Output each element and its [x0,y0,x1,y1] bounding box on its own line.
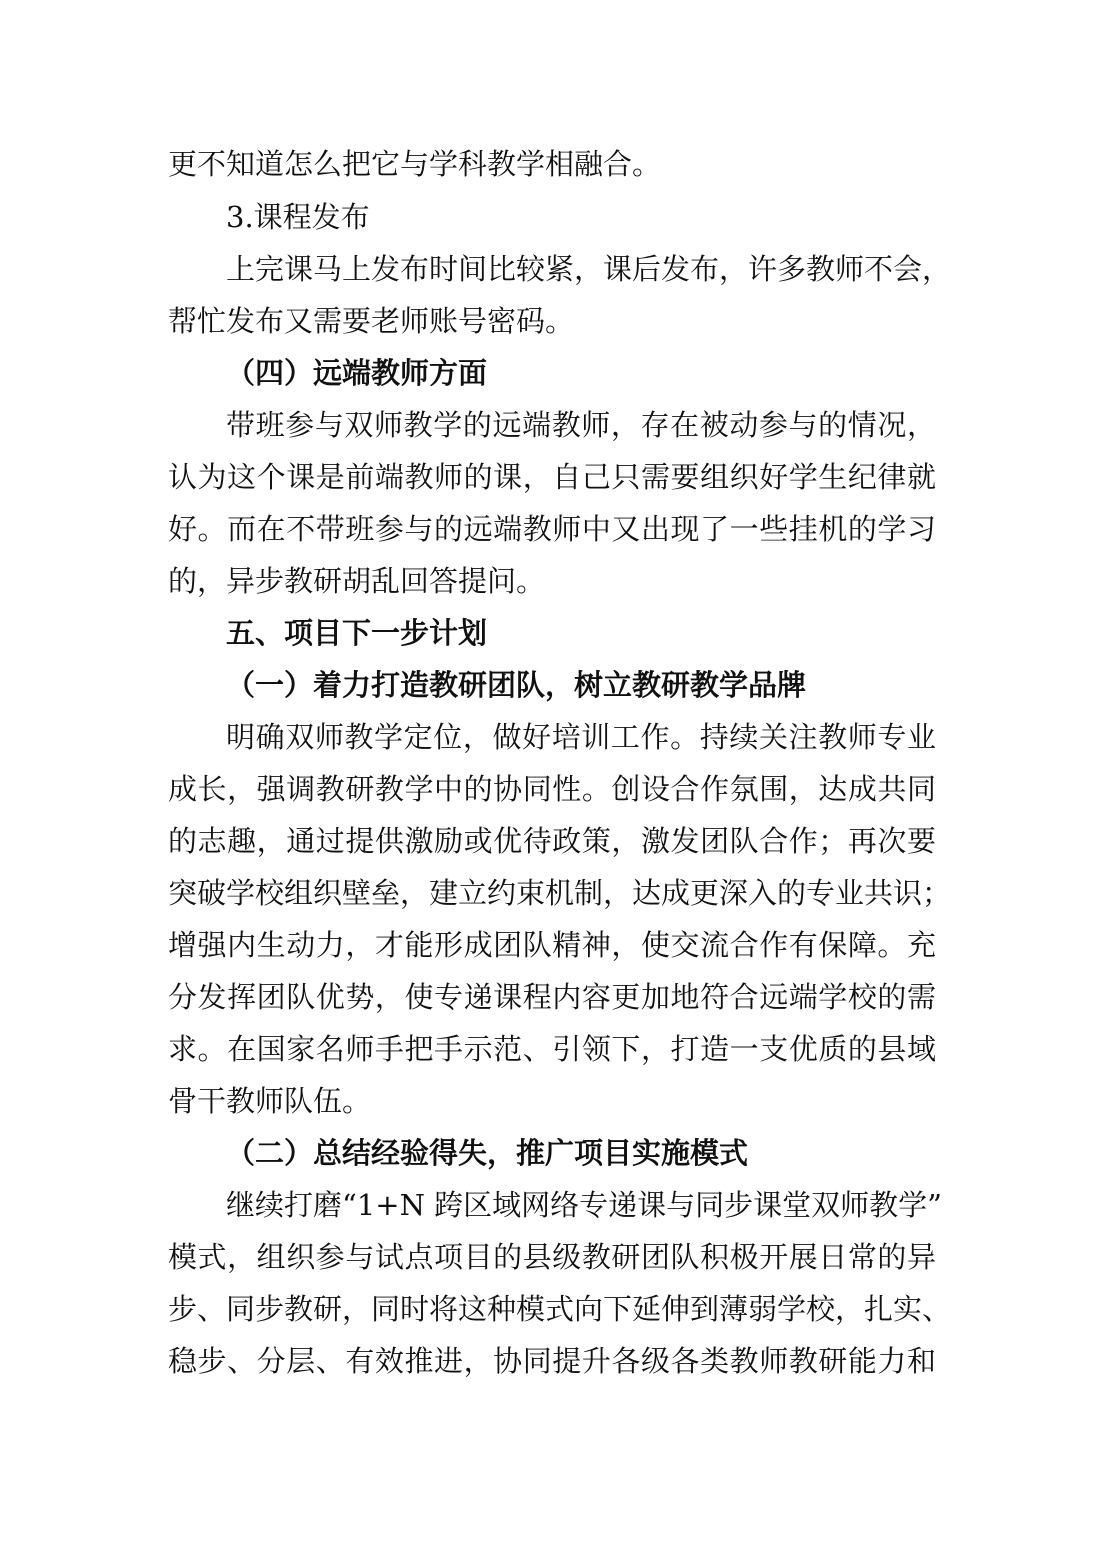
paragraph-line: 求。在国家名师手把手示范、引领下，打造一支优质的县域 [168,1032,936,1066]
paragraph-line: 好。而在不带班参与的远端教师中又出现了一些挂机的学习 [168,512,936,546]
paragraph-line: 成长，强调教研教学中的协同性。创设合作氛围，达成共同 [168,772,936,806]
section-heading: （四）远端教师方面 [226,356,488,390]
paragraph-line: 步、同步教研，同时将这种模式向下延伸到薄弱学校，扎实、 [168,1292,952,1326]
paragraph-line: 上完课马上发布时间比较紧，课后发布，许多教师不会， [226,252,952,286]
paragraph-line: 突破学校组织壁垒，建立约束机制，达成更深入的专业共识； [168,876,952,910]
paragraph-line: 增强内生动力，才能形成团队精神，使交流合作有保障。充 [168,928,936,962]
paragraph-line: 稳步、分层、有效推进，协同提升各级各类教师教研能力和 [168,1344,936,1378]
paragraph-line: 帮忙发布又需要老师账号密码。 [168,304,575,338]
paragraph-line: 明确双师教学定位，做好培训工作。持续关注教师专业 [226,720,936,754]
section-heading: （一）着力打造教研团队，树立教研教学品牌 [226,668,807,702]
paragraph-line: 模式，组织参与试点项目的县级教研团队积极开展日常的异 [168,1240,936,1274]
section-heading: （二）总结经验得失，推广项目实施模式 [226,1136,749,1170]
chapter-heading: 五、项目下一步计划 [226,616,488,650]
subsection-title: 3.课程发布 [226,200,370,234]
paragraph-line: 分发挥团队优势，使专递课程内容更加地符合远端学校的需 [168,980,936,1014]
paragraph-line: 继续打磨“1+N 跨区域网络专递课与同步课堂双师教学” [226,1188,942,1222]
paragraph-line: 骨干教师队伍。 [168,1084,372,1118]
paragraph-line: 带班参与双师教学的远端教师，存在被动参与的情况， [226,408,936,442]
paragraph-line: 的志趣，通过提供激励或优待政策，激发团队合作；再次要 [168,824,936,858]
paragraph-line: 的，异步教研胡乱回答提问。 [168,564,546,598]
paragraph-line: 更不知道怎么把它与学科教学相融合。 [168,147,662,181]
paragraph-line: 认为这个课是前端教师的课，自己只需要组织好学生纪律就 [168,460,936,494]
